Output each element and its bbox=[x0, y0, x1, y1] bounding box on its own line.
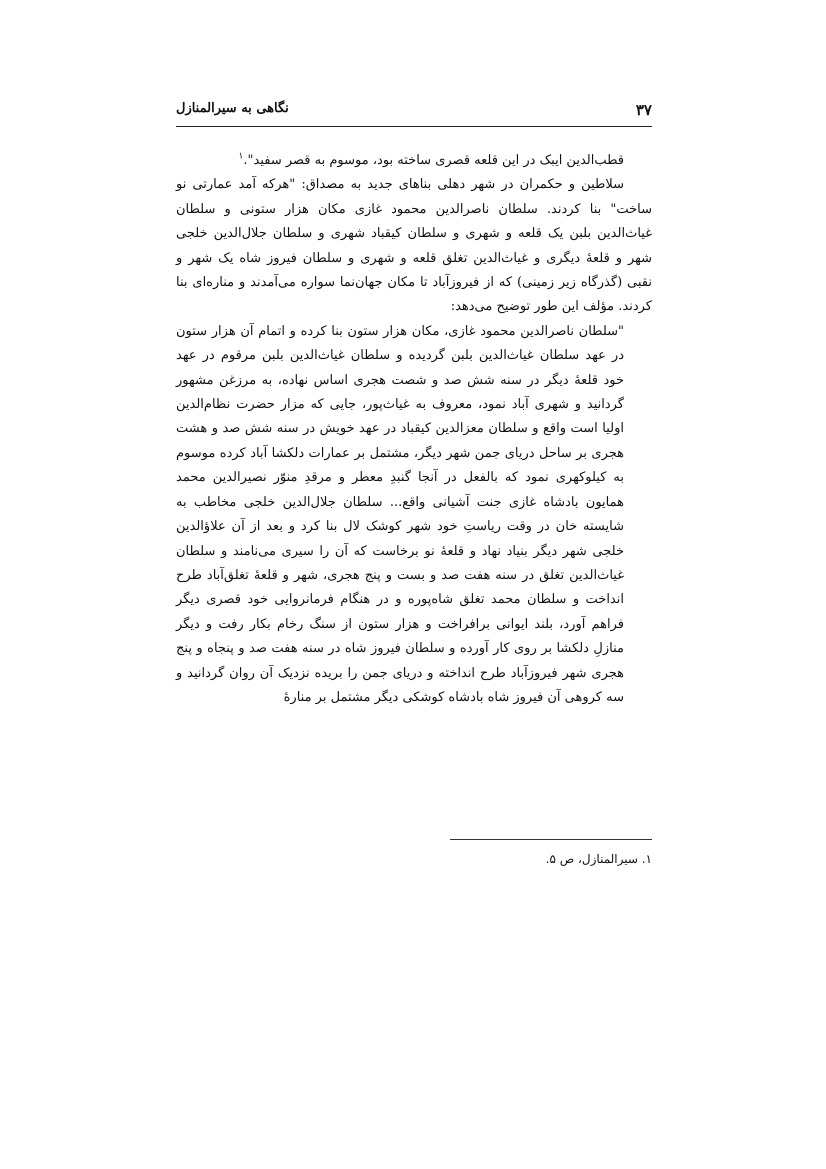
paragraph-1-text: قطب‌الدین ایبک در این قلعه قصری ساخته بود، موسوم به قصر سفید". bbox=[243, 153, 624, 168]
footnote-marker: ۱ bbox=[238, 151, 244, 162]
header-rule bbox=[176, 126, 652, 127]
block-quote: "سلطان ناصرالدین محمود غازی، مکان هزار ستون بنا کرده و اتمام آن هزار ستون در عهد سلطان غیاث‌الدین بلبن گردیده و سلطان غیاث‌الدین بلبن مرقوم در عهد خود قلعهٔ دیگر در سنه شش صد و شصت هجری اساس نهاده، به مرزغن مشهور گردانید و شهری آباد نمود، معروف به غیاث‌پور، جایی که مزار حضرت نظام‌الدین اولیا است واقع و سلطان معزالدین کیقباد در عهد خویش در سنه شش صد و هشت هجری بر ساحل دریای جمن شهر دیگر، مشتمل بر عمارات دلکشا آباد کرده موسوم به کیلوکهری نمود که بالفعل در آنجا گنبدِ معطر و مرقدِ منوّر نصیرالدین محمد همایون بادشاه غازی جنت آشیانی واقع... سلطان جلال‌الدین خلجی مخاطب به شایسته خان در وقت ریاستِ خود شهر کوشک لال بنا کرد و بعد از آن علاؤالدین خلجی شهر دیگر بنیاد نهاد و قلعهٔ نو برخاست که آن را سیری می‌نامند و سلطان غیاث‌الدین تغلق در سنه هفت صد و بست و پنج هجری، شهر و قلعهٔ تغلق‌آباد طرح انداخت و سلطان محمد تغلق شاه‌پوره و در هنگام فرمانروایی خود قصری دیگر فراهم آورد، بلند ایوانی برافراخت و هزار ستون از سنگ رخام بکار رفت و دیگر منازلِ دلکشا بر روی کار آورده و سلطان فیروز شاه در سنه هفت صد و پنجاه و پنج هجری شهر فیروزآباد طرح انداخته و دریای جمن را بریده نزدیک آن روان گردانید و سه کروهی آن فیروز شاه بادشاه کوشکی دیگر مشتمل بر منارهٔ bbox=[176, 323, 624, 705]
page-number: ۳۷ bbox=[635, 101, 652, 119]
paragraph-2: سلاطین و حکمران در شهر دهلی بناهای جدید به مصداق: "هرکه آمد عمارتی نو ساخت" بنا کردند. سلطان ناصرالدین محمود غازی مکان هزار ستونی و سلطان غیاث‌الدین بلبن یک قلعه و شهری و سلطان کیقباد شهری و سلطان جلال‌الدین خلجی شهر و قلعهٔ دیگری و غیاث‌الدین تغلق قلعه و شهری و سلطان فیروز شاه یک شهر و نقبی (گذرگاه زیر زمینی) که از فیروزآباد تا مکان جهان‌نما سواره می‌آمدند و مناره‌ای بنا کردند. مؤلف این طور توضیح می‌دهد: bbox=[176, 177, 652, 315]
paragraph-1 bbox=[176, 149, 652, 173]
main-text bbox=[176, 149, 652, 710]
running-title: نگاهی به سیرالمنازل bbox=[176, 101, 289, 116]
footnote: ۱. سیرالمنازل، ص ۵. bbox=[545, 852, 652, 866]
footnote-rule bbox=[450, 839, 652, 840]
page-header bbox=[176, 101, 652, 123]
